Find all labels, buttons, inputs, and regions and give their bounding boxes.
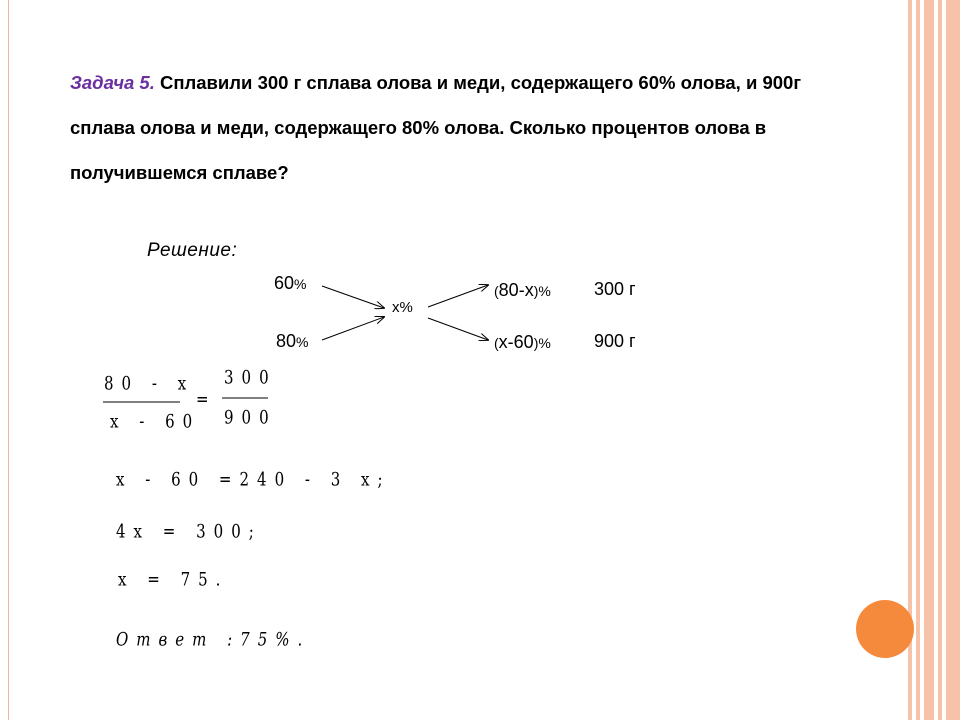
decorative-orange-circle — [856, 600, 914, 658]
proportion-right-numerator: 300 — [224, 366, 277, 389]
diagram-right-top: (80-x)% — [494, 280, 551, 300]
mass-top: 300 г — [594, 279, 636, 299]
solution-title: Решение: — [147, 240, 238, 261]
step-1: x - 60 =240 - 3 x; — [116, 468, 391, 491]
arrow-80-to-x — [322, 317, 384, 340]
proportion-left-numerator: 80 - x — [104, 372, 195, 395]
diagram-left-bottom: 80% — [276, 331, 309, 351]
proportion-right-denominator: 900 — [224, 406, 277, 429]
problem-text: Сплавили 300 г сплава олова и меди, содержащего 60% олова, и 900г сплава олова и меди, содержащего 80% олова. Сколько процентов олова в получившемся сплаве? — [70, 72, 802, 183]
problem-label: Задача 5. — [70, 72, 155, 93]
answer: Ответ :75%. — [116, 628, 311, 651]
proportion-equals: = — [196, 388, 217, 411]
diagram-right-bottom: (x-60)% — [494, 332, 551, 352]
mass-bottom: 900 г — [594, 331, 636, 351]
step-3: x = 75. — [118, 568, 229, 591]
diagram-middle: x% — [392, 299, 413, 316]
arrow-x-to-top — [428, 285, 488, 307]
arrow-60-to-x — [322, 286, 384, 308]
proportion-left-denominator: x - 60 — [110, 410, 201, 433]
step-2: 4x = 300; — [116, 520, 262, 543]
arrow-x-to-bottom — [428, 318, 488, 340]
diagram-left-top: 60% — [274, 273, 307, 293]
